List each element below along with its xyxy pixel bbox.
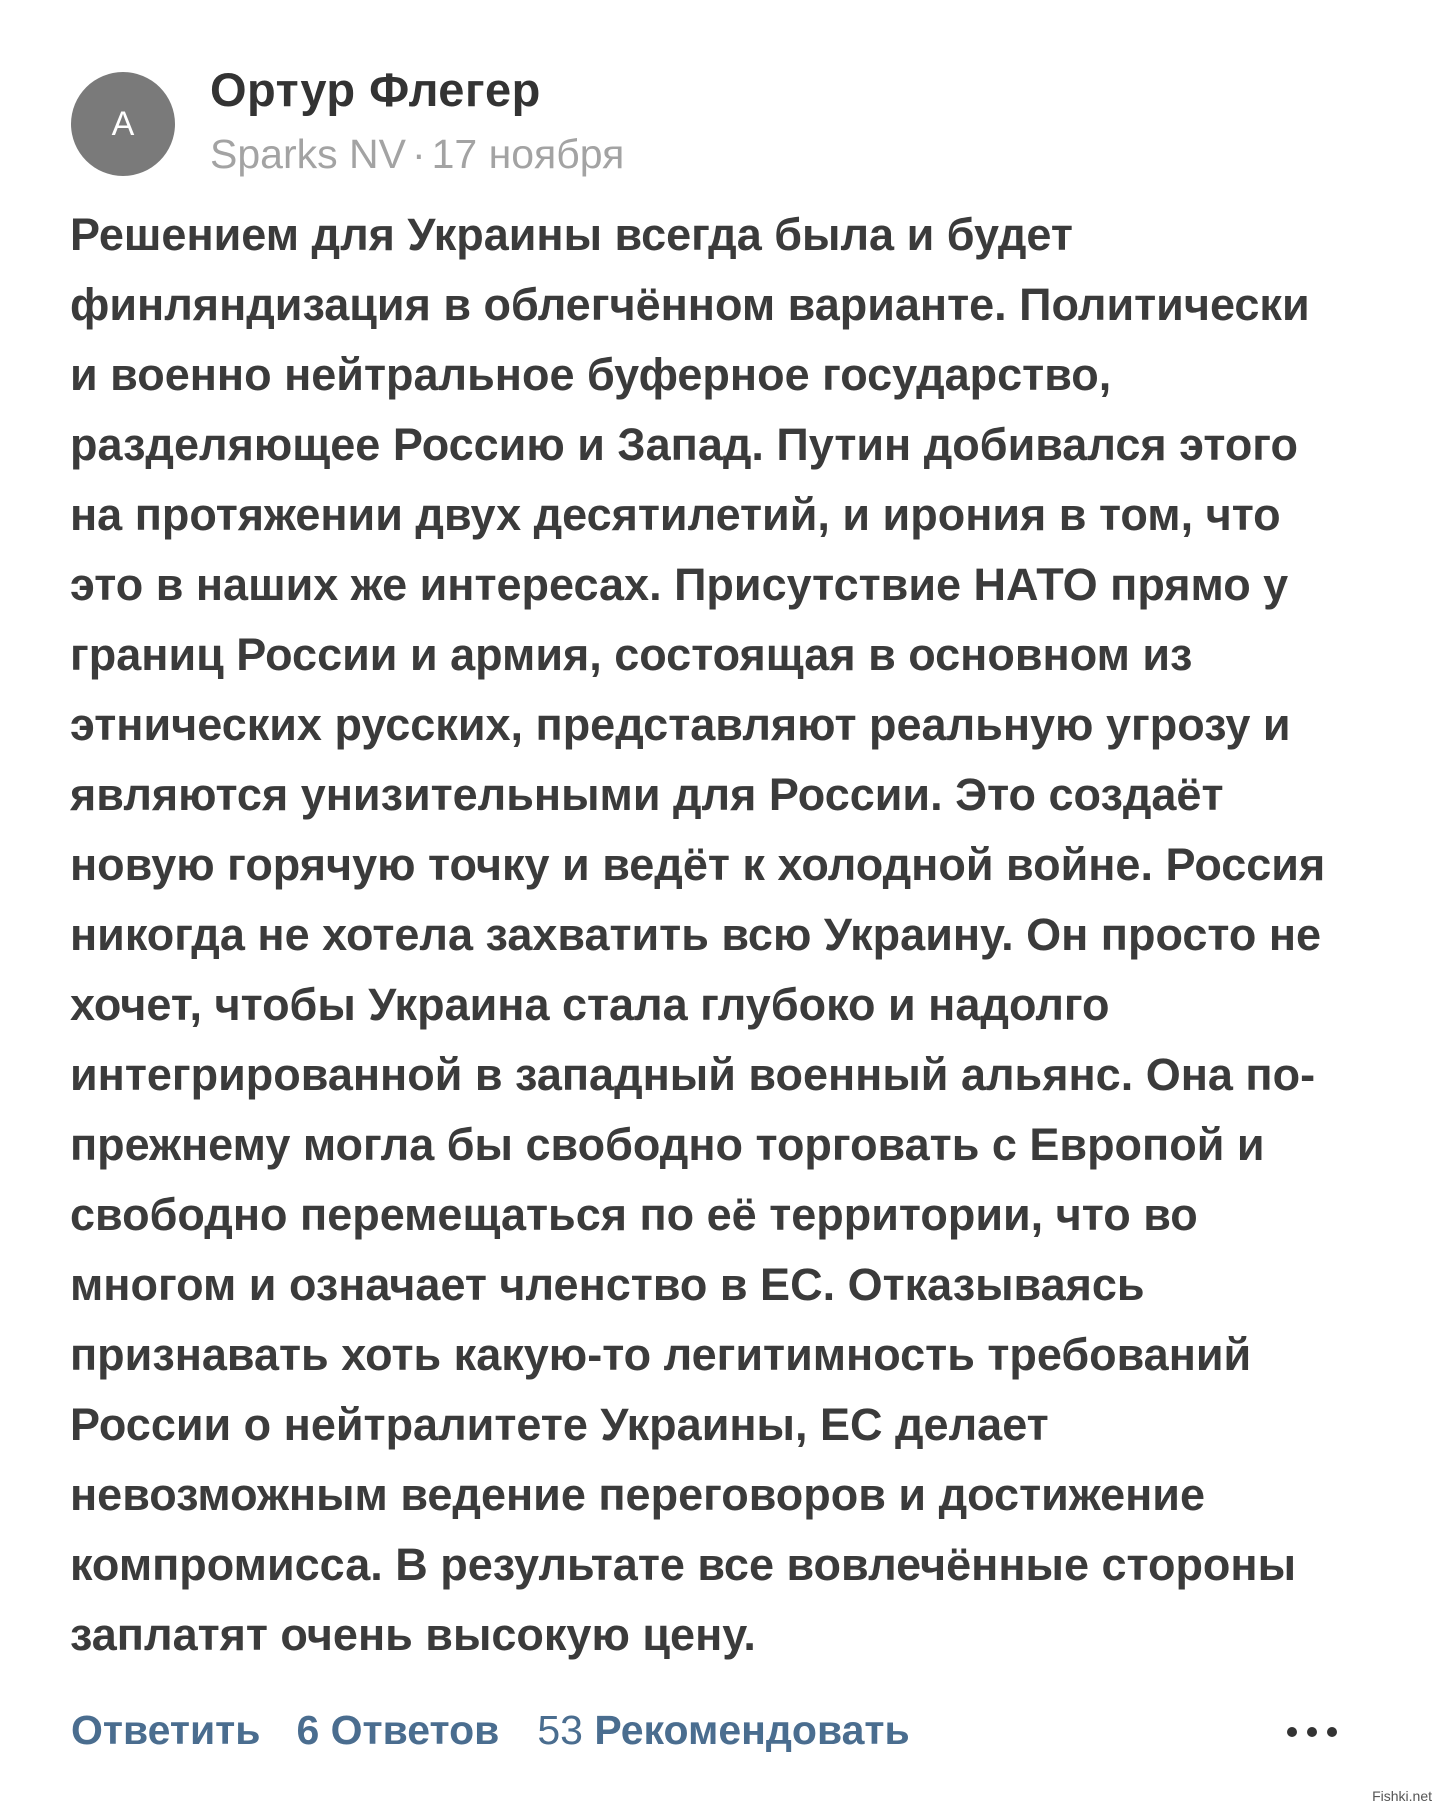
meta-separator: · (411, 131, 426, 177)
watermark: Fishki.net (1372, 1788, 1432, 1804)
more-horizontal-icon[interactable] (1287, 1722, 1337, 1742)
comment-body-line: и военно нейтральное буферное государство, (70, 349, 1112, 400)
replies-button[interactable]: 6 Ответов (296, 1706, 500, 1753)
comment-body-line: признавать хоть какую-то легитимность требований (70, 1329, 1252, 1380)
comment-body-line: невозможным ведение переговоров и достижение (70, 1469, 1205, 1520)
more-dot (1327, 1727, 1337, 1737)
source-name[interactable]: Sparks NV (210, 131, 406, 177)
comment-body-line: никогда не хотела захватить всю Украину. Он просто не (70, 909, 1322, 960)
more-dot (1287, 1727, 1297, 1737)
comment-body-line: на протяжении двух десятилетий, и ирония в том, что (70, 489, 1281, 540)
comment-body-line: финляндизация в облегчённом варианте. Политически (70, 279, 1310, 330)
comment-body-line: заплатят очень высокую цену. (70, 1609, 756, 1660)
comment-body-line: прежнему могла бы свободно торговать с Европой и (70, 1119, 1265, 1170)
comment-body-line: являются унизительными для России. Это создаёт (70, 769, 1224, 820)
comment-body-line: этнических русских, представляют реальную угрозу и (70, 699, 1291, 750)
comment-date: 17 ноября (431, 131, 625, 177)
reply-button[interactable]: Ответить (71, 1706, 261, 1753)
comment-body-line: это в наших же интересах. Присутствие НАТО прямо у (70, 559, 1289, 610)
comment-actions (71, 1700, 1371, 1760)
recommend-count: 53 (537, 1706, 583, 1753)
avatar[interactable] (71, 72, 175, 176)
comment-body-line: свободно перемещаться по её территории, что во (70, 1189, 1198, 1240)
comment-body-line: России о нейтралитете Украины, ЕС делает (70, 1399, 1049, 1450)
comment-body-line: компромисса. В результате все вовлечённые стороны (70, 1539, 1297, 1590)
avatar-letter: A (111, 104, 135, 143)
recommend-button[interactable] (537, 1707, 909, 1754)
comment-body-line: границ России и армия, состоящая в основном из (70, 629, 1193, 680)
comment-header (210, 60, 624, 180)
comment-body-line: хочет, чтобы Украина стала глубоко и надолго (70, 979, 1110, 1030)
author-name[interactable]: Ортур Флегер (210, 63, 541, 116)
recommend-label: Рекомендовать (594, 1706, 910, 1753)
comment-body-line: интегрированной в западный военный альянс. Она по- (70, 1049, 1316, 1100)
comment-body (70, 200, 1390, 1670)
comment-body-line: многом и означает членство в ЕС. Отказываясь (70, 1259, 1145, 1310)
comment-body-line: Решением для Украины всегда была и будет (70, 209, 1073, 260)
more-dot (1307, 1727, 1317, 1737)
comment-body-line: разделяющее Россию и Запад. Путин добивался этого (70, 419, 1298, 470)
comment-body-line: новую горячую точку и ведёт к холодной войне. Россия (70, 839, 1326, 890)
comment-meta (210, 128, 624, 180)
